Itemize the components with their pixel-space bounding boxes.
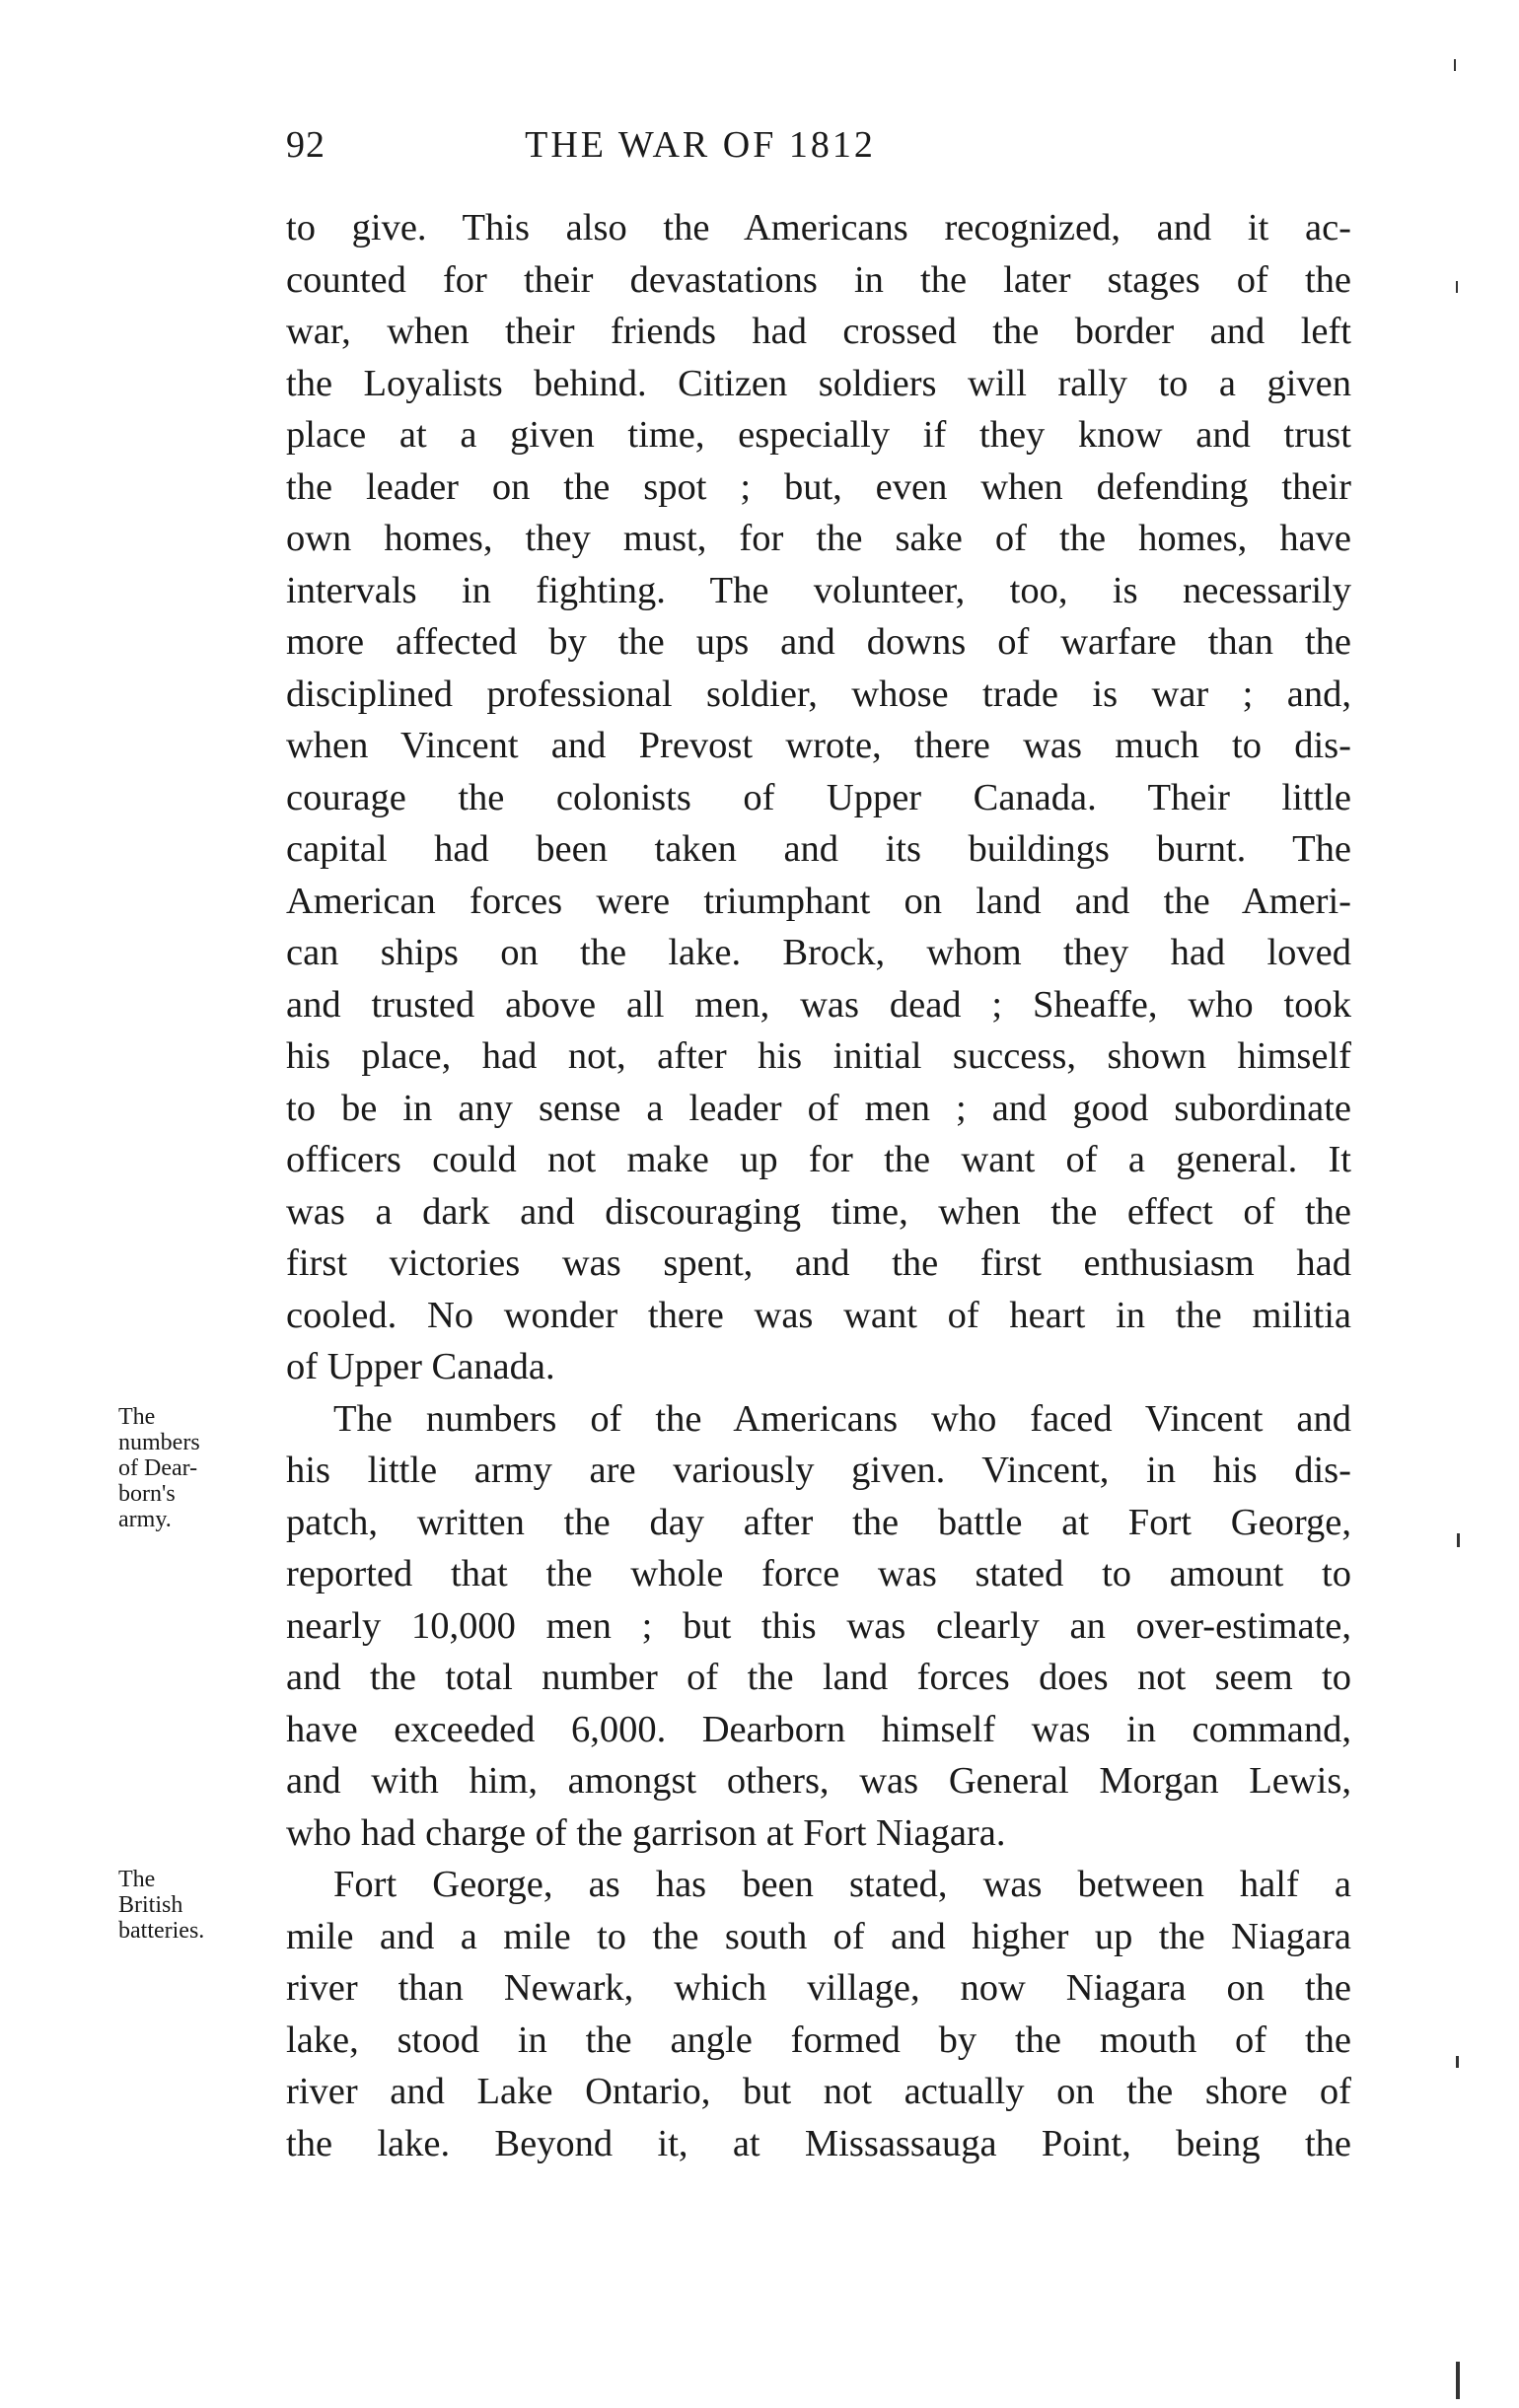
margin-note-line: army. bbox=[118, 1507, 172, 1532]
text-line: mile and a mile to the south of and higher up the Niagara bbox=[286, 1915, 1351, 1957]
scan-edge-mark bbox=[1456, 2056, 1459, 2068]
margin-note-line: numbers bbox=[118, 1430, 200, 1455]
text-line: place at a given time, especially if they know and trust bbox=[286, 414, 1351, 456]
margin-note-numbers bbox=[118, 1404, 276, 1532]
scan-edge-mark bbox=[1454, 59, 1456, 71]
text-line: The numbers of the Americans who faced Vincent and bbox=[333, 1397, 1351, 1440]
text-line: cooled. No wonder there was want of heart in the militia bbox=[286, 1294, 1351, 1336]
margin-note-line: The bbox=[118, 1404, 156, 1430]
margin-note-line: batteries. bbox=[118, 1918, 205, 1944]
margin-note-line: British bbox=[118, 1892, 183, 1918]
text-line: the lake. Beyond it, at Missassauga Point, being the bbox=[286, 2122, 1351, 2164]
text-line: the leader on the spot ; but, even when defending their bbox=[286, 465, 1351, 508]
text-line: and with him, amongst others, was General Morgan Lewis, bbox=[286, 1760, 1351, 1802]
running-head bbox=[286, 123, 1055, 173]
body-text bbox=[286, 202, 1371, 2169]
text-line: disciplined professional soldier, whose trade is war ; and, bbox=[286, 673, 1351, 715]
text-line: who had charge of the garrison at Fort Niagara. bbox=[286, 1811, 1006, 1854]
text-line: the Loyalists behind. Citizen soldiers will rally to a given bbox=[286, 362, 1351, 404]
text-line: of Upper Canada. bbox=[286, 1346, 555, 1387]
paragraph bbox=[286, 1859, 1371, 2169]
text-line: lake, stood in the angle formed by the mouth of the bbox=[286, 2018, 1351, 2061]
text-line: own homes, they must, for the sake of the homes, have bbox=[286, 518, 1351, 559]
paragraph bbox=[286, 202, 1371, 1393]
text-line: reported that the whole force was stated to amount to bbox=[286, 1553, 1351, 1594]
text-line: intervals in fighting. The volunteer, too, is necessarily bbox=[286, 569, 1351, 611]
text-line: Fort George, as has been stated, was between half a bbox=[333, 1864, 1351, 1905]
paragraph bbox=[286, 1393, 1371, 1860]
text-line: war, when their friends had crossed the border and left bbox=[286, 311, 1351, 352]
margin-note-line: The bbox=[118, 1867, 156, 1892]
text-line: to be in any sense a leader of men ; and good subordinate bbox=[286, 1087, 1351, 1129]
text-line: when Vincent and Prevost wrote, there was much to dis- bbox=[286, 725, 1351, 766]
text-line: can ships on the lake. Brock, whom they had loved bbox=[286, 932, 1351, 973]
text-line: first victories was spent, and the first enthusiasm had bbox=[286, 1242, 1351, 1284]
margin-note-line: of Dear- bbox=[118, 1455, 198, 1481]
text-line: more affected by the ups and downs of warfare than the bbox=[286, 621, 1351, 663]
scan-edge-mark bbox=[1456, 281, 1458, 293]
text-line: river and Lake Ontario, but not actually on the shore of bbox=[286, 2071, 1351, 2112]
text-line: have exceeded 6,000. Dearborn himself was in command, bbox=[286, 1708, 1351, 1750]
text-line: his place, had not, after his initial success, shown himself bbox=[286, 1035, 1351, 1077]
scan-edge-mark bbox=[1457, 1533, 1460, 1547]
text-line: counted for their devastations in the later stages of the bbox=[286, 258, 1351, 301]
text-line: was a dark and discouraging time, when the effect of the bbox=[286, 1190, 1351, 1233]
text-line: and trusted above all men, was dead ; Sheaffe, who took bbox=[286, 983, 1351, 1026]
text-line: patch, written the day after the battle at Fort George, bbox=[286, 1501, 1351, 1543]
text-line: capital had been taken and its buildings burnt. The bbox=[286, 828, 1351, 870]
margin-note-line: born's bbox=[118, 1481, 176, 1507]
text-line: courage the colonists of Upper Canada. Their little bbox=[286, 776, 1351, 818]
text-line: river than Newark, which village, now Niagara on the bbox=[286, 1967, 1351, 2009]
text-line: and the total number of the land forces does not seem to bbox=[286, 1657, 1351, 1698]
running-title: THE WAR OF 1812 bbox=[525, 124, 876, 166]
scan-edge-mark bbox=[1456, 2362, 1460, 2399]
text-line: American forces were triumphant on land and the Ameri- bbox=[286, 880, 1351, 922]
page-number: 92 bbox=[286, 124, 326, 166]
text-line: to give. This also the Americans recognized, and it ac- bbox=[286, 207, 1351, 248]
text-line: his little army are variously given. Vincent, in his dis- bbox=[286, 1450, 1351, 1491]
text-line: nearly 10,000 men ; but this was clearly an over-estimate, bbox=[286, 1604, 1351, 1647]
text-line: officers could not make up for the want of a general. It bbox=[286, 1139, 1351, 1180]
margin-note-batteries bbox=[118, 1867, 276, 1944]
